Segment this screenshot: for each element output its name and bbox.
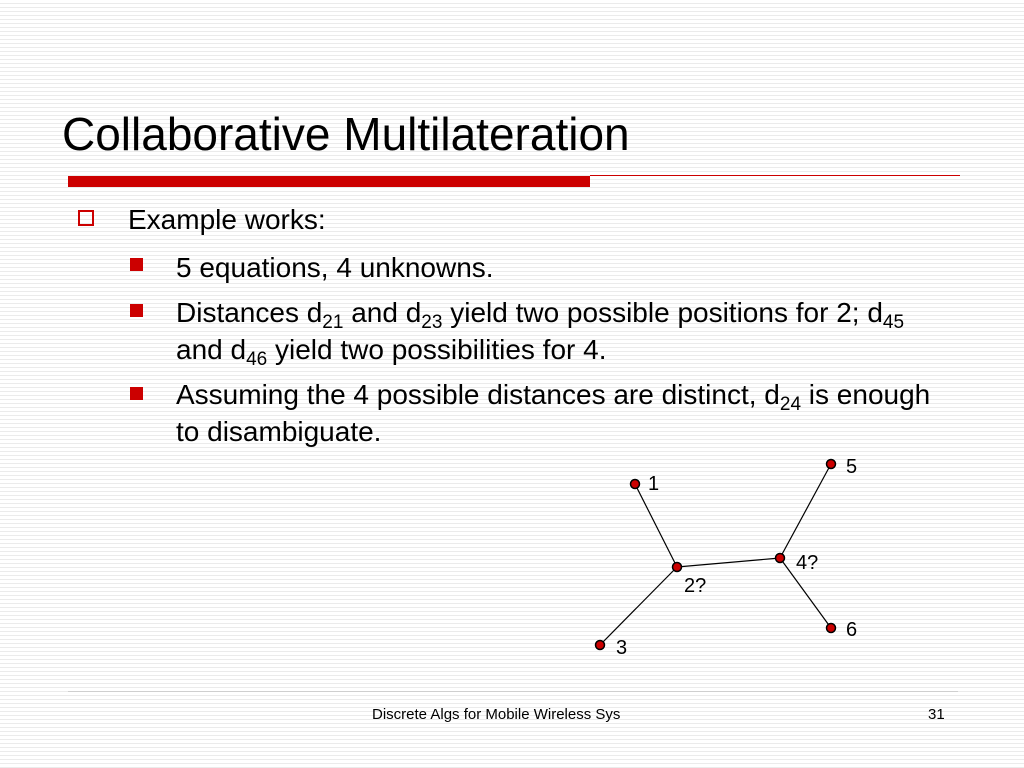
subscript: 21: [322, 312, 344, 333]
footer-text: Discrete Algs for Mobile Wireless Sys: [372, 706, 621, 723]
node-6: [827, 624, 836, 633]
subscript: 46: [246, 349, 268, 370]
footer-divider: [68, 691, 958, 692]
text-run: and d: [343, 297, 422, 328]
node-label-6: 6: [846, 619, 858, 641]
text-run: Distances d: [176, 297, 323, 328]
node-3: [596, 641, 605, 650]
edge-4-5: [780, 464, 831, 558]
edge-1-2: [635, 484, 677, 567]
page-number: 31: [928, 706, 945, 723]
slide-title: Collaborative Multilateration: [62, 108, 630, 160]
text-run: Assuming the 4 possible distances are distinct, d: [176, 379, 780, 410]
subscript: 24: [779, 394, 802, 415]
edge-2-3: [600, 567, 677, 645]
node-label-1: 1: [648, 473, 660, 495]
subscript: 45: [882, 312, 905, 333]
text-run: yield two possibilities for 4.: [267, 334, 607, 365]
node-2: [673, 563, 682, 572]
edge-2-4: [677, 558, 780, 567]
node-4: [776, 554, 785, 563]
bullet-item-1: 5 equations, 4 unknowns.: [176, 252, 494, 283]
text-run: yield two possible positions for 2; d: [442, 297, 883, 328]
text-run: and d: [176, 334, 247, 365]
node-5: [827, 460, 836, 469]
node-1: [631, 480, 640, 489]
node-label-5: 5: [846, 456, 858, 478]
node-label-3: 3: [616, 637, 628, 659]
subscript: 23: [421, 312, 443, 333]
bullet-level1: Example works:: [128, 204, 326, 235]
node-label-2: 2?: [684, 575, 707, 597]
text-run: is enough to disambiguate.: [176, 379, 931, 447]
node-label-4: 4?: [796, 552, 819, 574]
